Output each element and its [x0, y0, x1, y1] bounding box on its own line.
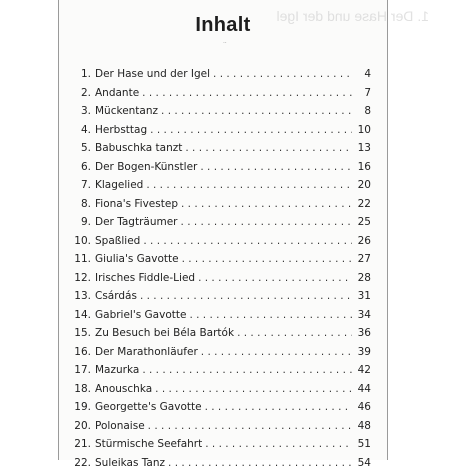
- toc-entry-number: 1.: [71, 68, 91, 80]
- toc-entry-number: 4.: [71, 124, 91, 136]
- toc-entry-page: 36: [355, 327, 371, 339]
- toc-entry: [71, 87, 371, 106]
- toc-entry-page: 10: [355, 124, 371, 136]
- toc-entry-title: Klagelied: [95, 179, 143, 191]
- toc-entry: [71, 179, 371, 198]
- book-page: [58, 0, 388, 460]
- toc-entry-page: 54: [355, 457, 371, 469]
- toc-entry: [71, 105, 371, 124]
- toc-entry: [71, 124, 371, 143]
- toc-entry-page: 22: [355, 198, 371, 210]
- dot-leader: [205, 401, 352, 413]
- toc-entry-page: 28: [355, 272, 371, 284]
- toc-entry-title: Polonaise: [95, 420, 145, 432]
- toc-entry: [71, 383, 371, 402]
- toc-entry-title: Der Marathonläufer: [95, 346, 198, 358]
- show-through-text: 1. Der Hase und der Igel: [279, 8, 429, 48]
- dot-leader: [148, 420, 352, 432]
- toc-entry-title: Gabriel's Gavotte: [95, 309, 186, 321]
- dot-leader: [198, 272, 352, 284]
- toc-entry-page: 26: [355, 235, 371, 247]
- toc-entry-page: 8: [355, 105, 371, 117]
- toc-entry-number: 15.: [71, 327, 91, 339]
- dot-leader: [140, 290, 352, 302]
- toc-entry-number: 3.: [71, 105, 91, 117]
- toc-entry-title: Herbsttag: [95, 124, 147, 136]
- toc-entry-page: 44: [355, 383, 371, 395]
- toc-entry-number: 6.: [71, 161, 91, 173]
- toc-entry: [71, 290, 371, 309]
- toc-entry-title: Georgette's Gavotte: [95, 401, 202, 413]
- toc-entry-page: 20: [355, 179, 371, 191]
- dot-leader: [205, 438, 352, 450]
- dot-leader: [142, 364, 352, 376]
- toc-entry-number: 12.: [71, 272, 91, 284]
- dot-leader: [142, 87, 352, 99]
- toc-entry: [71, 142, 371, 161]
- toc-entry: [71, 346, 371, 365]
- dot-leader: [155, 383, 352, 395]
- toc-entry: [71, 420, 371, 439]
- toc-entry-page: 46: [355, 401, 371, 413]
- toc-entry-title: Fiona's Fivestep: [95, 198, 178, 210]
- toc-entry: [71, 161, 371, 180]
- dot-leader: [189, 309, 352, 321]
- dot-leader: [201, 346, 352, 358]
- toc-entry-page: 25: [355, 216, 371, 228]
- dot-leader: [182, 253, 352, 265]
- toc-entry-title: Csárdás: [95, 290, 137, 302]
- toc-entry-number: 9.: [71, 216, 91, 228]
- page-title: Inhalt: [59, 14, 387, 37]
- toc-entry-title: Anouschka: [95, 383, 152, 395]
- toc-entry-page: 13: [355, 142, 371, 154]
- dot-leader: [200, 161, 352, 173]
- toc-entry-number: 21.: [71, 438, 91, 450]
- toc-entry-page: 16: [355, 161, 371, 173]
- toc-entry: [71, 253, 371, 272]
- toc-entry-title: Suleikas Tanz: [95, 457, 165, 469]
- toc-entry-number: 20.: [71, 420, 91, 432]
- toc-entry-number: 14.: [71, 309, 91, 321]
- toc-entry-number: 11.: [71, 253, 91, 265]
- toc-entry: [71, 272, 371, 291]
- toc-entry-page: 51: [355, 438, 371, 450]
- toc-entry-title: Der Hase und der Igel: [95, 68, 210, 80]
- dot-leader: [150, 124, 352, 136]
- toc-entry-page: 27: [355, 253, 371, 265]
- toc-entry-title: Spaßlied: [95, 235, 140, 247]
- dot-leader: [181, 216, 352, 228]
- toc-entry-number: 18.: [71, 383, 91, 395]
- toc-entry-title: Irisches Fiddle-Lied: [95, 272, 195, 284]
- toc-entry-page: 39: [355, 346, 371, 358]
- toc-entry-page: 7: [355, 87, 371, 99]
- dot-leader: [168, 457, 352, 469]
- toc-entry: [71, 457, 371, 475]
- toc-entry-title: Zu Besuch bei Béla Bartók: [95, 327, 234, 339]
- toc-entry-title: Mückentanz: [95, 105, 158, 117]
- toc-entry-title: Andante: [95, 87, 139, 99]
- toc-entry-number: 5.: [71, 142, 91, 154]
- toc-entry-page: 48: [355, 420, 371, 432]
- toc-entry-number: 10.: [71, 235, 91, 247]
- toc-entry-number: 2.: [71, 87, 91, 99]
- dot-leader: [213, 68, 352, 80]
- dot-leader: [185, 142, 352, 154]
- dot-leader: [143, 235, 352, 247]
- toc-entry-title: Der Tagträumer: [95, 216, 178, 228]
- toc-entry: [71, 68, 371, 87]
- ink-speck: ·ˑ: [223, 40, 227, 47]
- toc-entry: [71, 309, 371, 328]
- toc-entry-title: Mazurka: [95, 364, 139, 376]
- toc-entry: [71, 438, 371, 457]
- toc-entry: [71, 235, 371, 254]
- toc-entry-page: 34: [355, 309, 371, 321]
- toc-entry-page: 42: [355, 364, 371, 376]
- toc-entry-title: Giulia's Gavotte: [95, 253, 179, 265]
- dot-leader: [237, 327, 352, 339]
- toc-entry-title: Babuschka tanzt: [95, 142, 182, 154]
- toc-entry-title: Der Bogen-Künstler: [95, 161, 197, 173]
- toc-entry: [71, 327, 371, 346]
- toc-entry-page: 31: [355, 290, 371, 302]
- toc-entry-number: 16.: [71, 346, 91, 358]
- toc-entry-number: 22.: [71, 457, 91, 469]
- toc-entry-title: Stürmische Seefahrt: [95, 438, 202, 450]
- dot-leader: [181, 198, 352, 210]
- toc-entry-number: 8.: [71, 198, 91, 210]
- toc-entry-number: 19.: [71, 401, 91, 413]
- toc-entry: [71, 364, 371, 383]
- dot-leader: [161, 105, 352, 117]
- toc-entry-number: 17.: [71, 364, 91, 376]
- toc-entry: [71, 401, 371, 420]
- table-of-contents: [71, 68, 371, 475]
- toc-entry-number: 13.: [71, 290, 91, 302]
- toc-entry: [71, 198, 371, 217]
- toc-entry-page: 4: [355, 68, 371, 80]
- dot-leader: [146, 179, 352, 191]
- toc-entry: [71, 216, 371, 235]
- toc-entry-number: 7.: [71, 179, 91, 191]
